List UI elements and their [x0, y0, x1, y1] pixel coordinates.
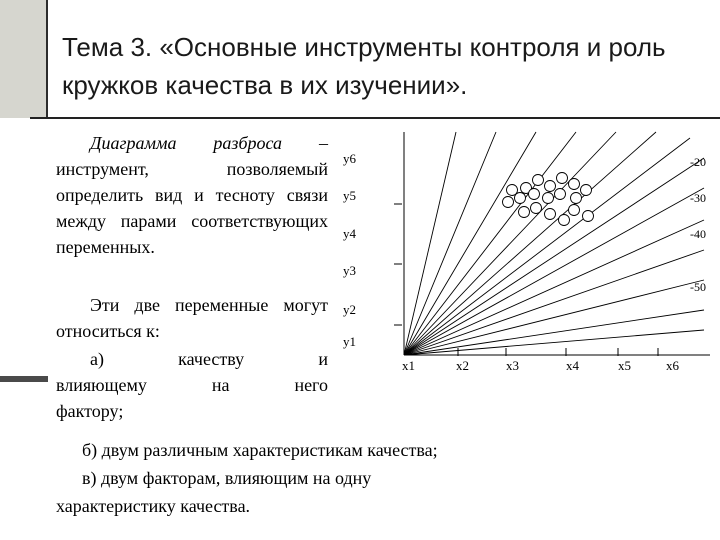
item-c-line2: характеристику качества.: [56, 496, 251, 516]
fan-line: [404, 132, 616, 355]
x-tick-label: x4: [566, 358, 579, 373]
item-b: б) двум различным характеристикам качества;: [82, 440, 438, 460]
x-tick-label: x1: [402, 358, 415, 373]
data-point: [583, 211, 594, 222]
data-point: [543, 193, 554, 204]
x-tick-label: x2: [456, 358, 469, 373]
data-point: [531, 203, 542, 214]
item-a-second-word: и: [318, 349, 328, 369]
data-point: [533, 175, 544, 186]
regression-lines: [404, 132, 710, 355]
left-accent-bar: [0, 0, 48, 118]
data-point: [545, 209, 556, 220]
scatter-diagram-figure: [338, 130, 712, 376]
x-tick-label: x3: [506, 358, 519, 373]
y-tick-label: y1: [343, 334, 356, 349]
variables-paragraph: Эти две переменные могут относиться к:: [56, 295, 328, 341]
definition-text: – инструмент, позволяемый определить вид и тесноту связи между парами соответствующих переменных.: [56, 133, 328, 257]
data-point: [519, 207, 530, 218]
fan-line: [404, 132, 656, 355]
fan-line: [404, 250, 704, 355]
data-point: [569, 205, 580, 216]
fan-line: [404, 220, 704, 355]
y-tick-label: y3: [343, 263, 356, 278]
y-tick-label: y5: [343, 188, 356, 203]
data-point: [559, 215, 570, 226]
data-point: [557, 173, 568, 184]
data-points: [503, 173, 594, 226]
item-a: [56, 346, 328, 424]
fan-line: [404, 132, 536, 355]
item-a-first-word: качеству: [178, 349, 245, 369]
x-axis-labels: [402, 358, 680, 373]
y-axis-labels: [343, 151, 357, 349]
right-labels: [690, 155, 706, 294]
item-a-tail: фактору;: [56, 401, 124, 421]
left-accent-line: [46, 0, 48, 118]
item-a-continuation: влияющему на него: [56, 375, 328, 395]
title-divider: [30, 117, 720, 119]
right-side-label: -30: [690, 191, 706, 205]
right-side-label: -20: [690, 155, 706, 169]
data-point: [555, 189, 566, 200]
definition-paragraph: [56, 130, 328, 260]
item-a-marker: а): [90, 349, 104, 369]
right-side-label: -50: [690, 280, 706, 294]
y-tick-label: y4: [343, 226, 356, 241]
y-tick-label: y6: [343, 151, 356, 166]
data-point: [581, 185, 592, 196]
slide-title: Тема 3. «Основные инструменты контроля и роль кружков качества в их изучении».: [62, 32, 666, 100]
data-point: [515, 193, 526, 204]
left-accent-marker: [0, 376, 48, 382]
data-point: [545, 181, 556, 192]
fan-line: [404, 330, 704, 355]
right-side-label: -40: [690, 227, 706, 241]
y-tick-label: y2: [343, 302, 356, 317]
fan-line: [404, 280, 704, 355]
fan-line: [404, 310, 704, 355]
data-point: [503, 197, 514, 208]
item-list-bottom: [56, 436, 696, 520]
data-point: [529, 189, 540, 200]
x-tick-label: x5: [618, 358, 631, 373]
data-point: [569, 179, 580, 190]
item-c-line1: в) двум факторам, влияющим на одну: [82, 468, 372, 488]
x-tick-label: x6: [666, 358, 679, 373]
fan-line: [404, 132, 496, 355]
data-point: [571, 193, 582, 204]
term-scatter-diagram: Диаграмма разброса: [90, 133, 283, 153]
